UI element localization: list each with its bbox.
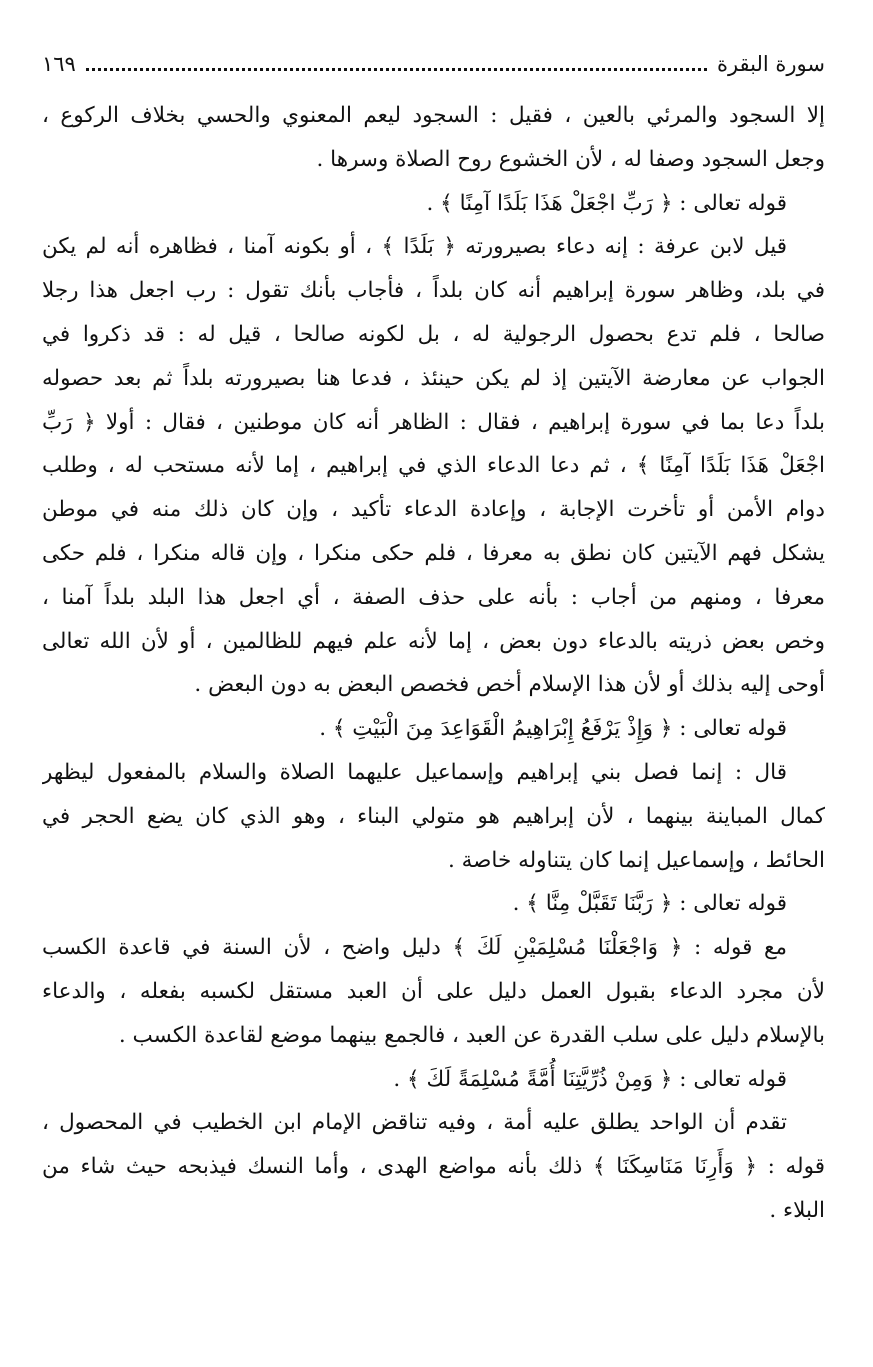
page-number: ١٦٩ (42, 52, 76, 76)
header-dotted-leader (86, 68, 707, 71)
text-line: معرفا ، ومنهم من أجاب : بأنه على حذف الصفة ، أي اجعل هذا البلد بلداً آمنا ، (42, 584, 825, 610)
page-body (42, 94, 825, 1233)
text-line: كمال المباينة بينهما ، لأن إبراهيم هو متولي البناء ، وهو الذي كان يضع الحجر في (42, 803, 825, 829)
book-page (42, 52, 825, 1233)
text-line: لأن مجرد الدعاء بقبول العمل دليل على أن العبد مستقل لكسبه بفعله ، والدعاء (42, 978, 825, 1004)
text-line: أوحى إليه بذلك أو لأن هذا الإسلام أخص فخصص البعض به دون البعض . (194, 672, 825, 698)
text-line: إلا السجود والمرئي بالعين ، فقيل : السجود ليعم المعنوي والحسي بخلاف الركوع ، (42, 103, 825, 128)
verse-heading: قوله تعالى : ﴿ وَمِنْ ذُرِّيَّتِنَا أُمَّةً مُسْلِمَةً لَكَ ﴾ . (393, 1066, 787, 1092)
text-line: بالإسلام دليل على سلب القدرة عن العبد ، فالجمع بينهما موضع لقاعدة الكسب . (118, 1022, 825, 1048)
text-line: اجْعَلْ هَذَا بَلَدًا آمِنًا ﴾ ، ثم دعا الدعاء الذي في إبراهيم ، إما لأنه مستحب له ، وطلب (42, 453, 825, 479)
verse-heading: قوله تعالى : ﴿ رَبِّ اجْعَلْ هَذَا بَلَدًا آمِنًا ﴾ . (426, 190, 787, 216)
text-line: تقدم أن الواحد يطلق عليه أمة ، وفيه تناقض الإمام ابن الخطيب في المحصول ، (42, 1110, 787, 1136)
text-line: وجعل السجود وصفا له ، لأن الخشوع روح الصلاة وسرها . (316, 146, 825, 172)
verse-heading: قوله تعالى : ﴿ رَبَّنَا تَقَبَّلْ مِنَّا ﴾ . (512, 891, 787, 917)
running-header (42, 52, 825, 86)
text-line: مع قوله : ﴿ وَاجْعَلْنَا مُسْلِمَيْنِ لَكَ ﴾ دليل واضح ، لأن السنة في قاعدة الكسب (42, 935, 787, 961)
text-line: دوام الأمن أو تأخرت الإجابة ، وإعادة الدعاء تأكيد ، وإن كان ذلك منه في موطن (42, 497, 825, 523)
text-line: في بلد، وظاهر سورة إبراهيم أنه كان بلداً ، فأجاب بأنك تقول : رب اجعل هذا رجلا (42, 278, 825, 304)
text-line: بلداً دعا بما في سورة إبراهيم ، فقال : الظاهر أنه كان موطنين ، فقال : أولا ﴿ رَبِّ (42, 409, 825, 435)
text-line: الجواب عن معارضة الآيتين إذ لم يكن حينئذ ، فدعا هنا بصيرورته بلداً ثم بعد حصوله (42, 365, 825, 391)
text-line: صالحا ، فلم تدع بحصول الرجولية له ، بل لكونه صالحا ، قيل له : قد ذكروا في (42, 321, 825, 347)
verse-heading: قوله تعالى : ﴿ وَإِذْ يَرْفَعُ إِبْرَاهِيمُ الْقَوَاعِدَ مِنَ الْبَيْتِ ﴾ . (319, 716, 787, 742)
surah-title: سورة البقرة (716, 52, 825, 76)
text-line: يشكل فهم الآيتين كان نطق به معرفا ، فلم حكى منكرا ، وإن قاله منكرا ، فلم حكى (42, 540, 825, 566)
text-line: قوله : ﴿ وَأَرِنَا مَنَاسِكَنَا ﴾ ذلك بأنه مواضع الهدى ، وأما النسك فيذبحه حيث شاء من (42, 1154, 825, 1180)
text-line: الحائط ، وإسماعيل إنما كان يتناوله خاصة . (447, 847, 825, 873)
text-line: قيل لابن عرفة : إنه دعاء بصيرورته ﴿ بَلَدًا ﴾ ، أو بكونه آمنا ، فظاهره أنه لم يكن (42, 234, 787, 260)
text-line: وخص بعض ذريته بالدعاء دون بعض ، إما لأنه علم فيهم للظالمين ، أو لأن الله تعالى (42, 628, 825, 654)
text-line: قال : إنما فصل بني إبراهيم وإسماعيل عليهما الصلاة والسلام بالمفعول ليظهر (42, 759, 787, 785)
text-line: البلاء . (769, 1197, 825, 1223)
